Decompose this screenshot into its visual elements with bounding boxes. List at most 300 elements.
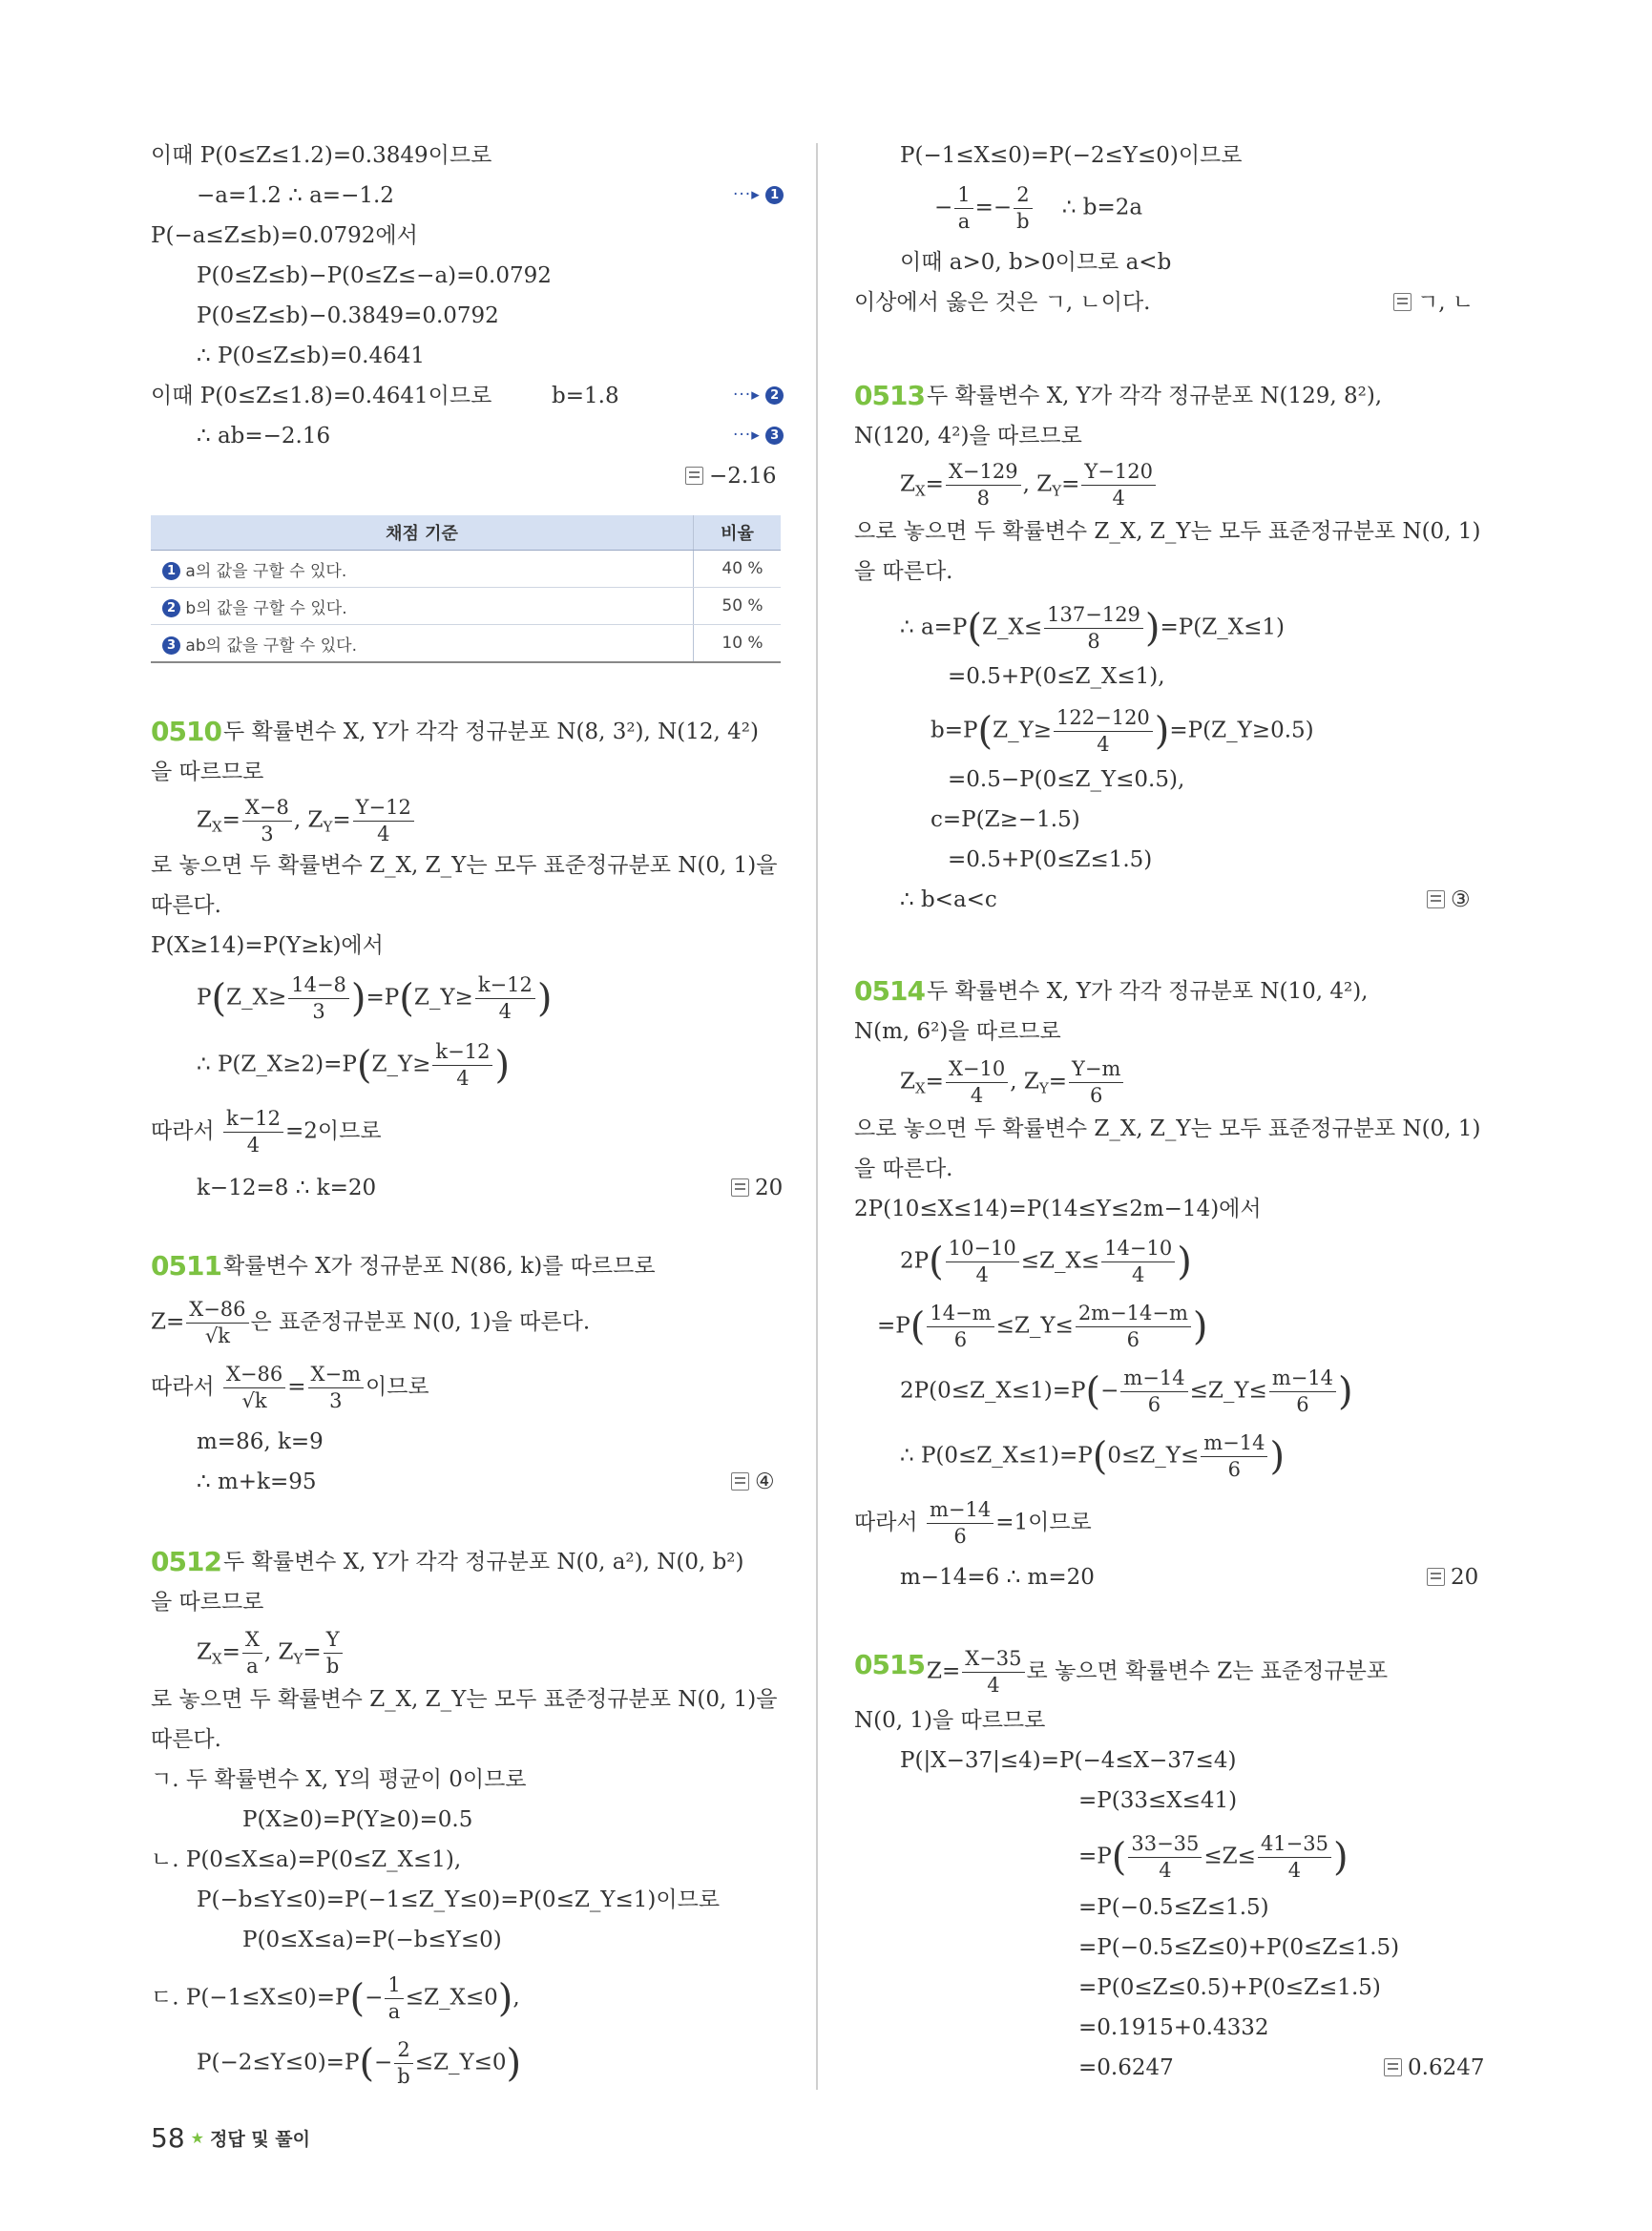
symbol: Z_X≥ [226, 985, 287, 1011]
numerator: 41−35 [1258, 1834, 1331, 1858]
equation-line [1078, 1834, 1349, 1881]
symbol: Z [278, 1639, 294, 1665]
numerator: 1 [954, 185, 972, 209]
numerator: 2 [1014, 185, 1032, 209]
paren: ( [967, 606, 983, 651]
symbol: = [925, 1069, 944, 1095]
numerator: 2m−14−m [1076, 1303, 1191, 1327]
numerator: X−129 [946, 462, 1021, 486]
numerator: X [242, 1630, 262, 1654]
paren: ) [1177, 1240, 1192, 1284]
arrow-dots-icon: ···▸ [733, 185, 761, 204]
paren: ( [910, 1304, 926, 1349]
symbol: Z [197, 807, 212, 833]
fraction [353, 798, 414, 844]
subscript: Y [1038, 1079, 1049, 1097]
symbol: Z= [151, 1309, 185, 1335]
symbol: = [221, 807, 240, 833]
subscript: Y [293, 1650, 303, 1668]
step-marker-3 [733, 426, 784, 445]
text-line: ∴ P(0≤Z≤b)=0.4641 [197, 344, 425, 368]
fraction [1269, 1368, 1336, 1415]
criterion-text: b의 값을 구할 수 있다. [185, 598, 347, 618]
denominator: 4 [456, 1067, 470, 1090]
denominator: 4 [975, 1263, 989, 1286]
equation-line [931, 708, 1314, 755]
circled-number-icon: 1 [162, 562, 180, 580]
fraction [1101, 1239, 1175, 1285]
table-cell [151, 551, 694, 588]
paren: ( [356, 1043, 372, 1088]
table-row [151, 588, 781, 625]
paren: ) [506, 2041, 522, 2086]
paren: ) [1332, 1835, 1349, 1880]
text-line: 으로 놓으면 두 확률변수 Z_X, Z_Y는 모두 표준정규분포 N(0, 1) [854, 1116, 1481, 1141]
text-line: ㄴ. P(0≤X≤a)=P(0≤Z_X≤1), [151, 1847, 462, 1872]
paren: ( [359, 2041, 375, 2086]
equation-line [900, 1059, 1125, 1106]
fraction [475, 975, 535, 1022]
fraction [242, 798, 292, 844]
symbol: ≤Z_Y≤0 [414, 2050, 507, 2075]
fraction [288, 975, 349, 1022]
denominator: 3 [312, 1000, 325, 1023]
equation-line [877, 1303, 1208, 1350]
symbol: ≤Z_Y≤ [1189, 1378, 1267, 1404]
denominator: 8 [1087, 630, 1100, 653]
symbol: = [287, 1374, 306, 1400]
denominator: 4 [987, 1674, 1000, 1697]
fraction [1076, 1303, 1191, 1350]
numerator: m−14 [1269, 1368, 1336, 1392]
symbol: Z [900, 1069, 915, 1095]
symbol: Z_X≤ [982, 615, 1043, 640]
numerator: k−12 [223, 1109, 283, 1133]
symbol: , [1022, 471, 1030, 497]
text-line: N(m, 6²)을 따르므로 [854, 1019, 1061, 1044]
answer-value: ③ [1451, 887, 1471, 912]
symbol: ㄷ. P(−1≤X≤0)=P [151, 1985, 350, 2011]
fraction [1014, 185, 1032, 232]
numerator: X−86 [223, 1365, 285, 1388]
subscript: X [914, 482, 926, 500]
text-line: 이때 a>0, b>0이므로 a<b [900, 250, 1172, 275]
paren: ( [1085, 1369, 1101, 1414]
circled-number-icon: 2 [765, 386, 784, 405]
text-line: =0.5+P(0≤Z≤1.5) [948, 847, 1153, 872]
equation-line [197, 1042, 510, 1089]
criterion-text: a의 값을 구할 수 있다. [185, 561, 347, 581]
table-cell: 40 % [694, 551, 782, 588]
symbol: , [512, 1985, 520, 2011]
fraction [308, 1365, 364, 1411]
text-line: =0.5−P(0≤Z_Y≤0.5), [948, 767, 1185, 792]
denominator: b [397, 2065, 410, 2088]
symbol: =P(Z_X≤1) [1160, 615, 1285, 640]
equation-line [197, 798, 416, 844]
denominator: 4 [970, 1084, 984, 1107]
symbol: , [263, 1639, 272, 1665]
answer-0515 [1384, 2054, 1484, 2082]
denominator: 4 [498, 1000, 512, 1023]
symbol: Z [1023, 1069, 1039, 1095]
paren: ) [497, 1976, 513, 2021]
equation-line [900, 1433, 1285, 1480]
numerator: X−10 [946, 1059, 1008, 1083]
equation-line [900, 1239, 1192, 1285]
star-icon: ★ [190, 2129, 204, 2147]
table-cell [151, 588, 694, 625]
table-cell: 50 % [694, 588, 782, 625]
equation-line [854, 1500, 1092, 1547]
symbol: ∴ P(0≤Z_X≤1)=P [900, 1443, 1093, 1469]
denominator: 6 [953, 1525, 967, 1548]
problem-number: 0512 [151, 1546, 221, 1577]
symbol: Z_Y≥ [993, 718, 1053, 743]
symbol: − [365, 1985, 384, 2011]
symbol: Z= [927, 1658, 961, 1684]
equation-line [151, 1300, 590, 1346]
symbol: =1이므로 [995, 1510, 1092, 1535]
circled-number-icon: 1 [765, 186, 784, 204]
symbol: = [1061, 471, 1080, 497]
text-line: ∴ m+k=95 [197, 1470, 317, 1494]
text-line: 을 따른다. [854, 1157, 953, 1181]
numerator: X−m [308, 1365, 364, 1388]
symbol: ∴ P(Z_X≥2)=P [197, 1052, 357, 1077]
text-line: P(−b≤Y≤0)=P(−1≤Z_Y≤0)=P(0≤Z_Y≤1)이므로 [197, 1887, 721, 1912]
numerator: 10−10 [946, 1239, 1019, 1262]
numerator: 14−m [927, 1303, 993, 1327]
symbol: Z [1036, 471, 1053, 497]
text-line: =0.5+P(0≤Z_X≤1), [948, 664, 1165, 689]
denominator: 6 [1147, 1393, 1161, 1416]
step-marker-1 [733, 185, 784, 204]
text-line: P(−a≤Z≤b)=0.0792에서 [151, 223, 418, 248]
equation-line [197, 975, 552, 1022]
text-line: =0.1915+0.4332 [1078, 2015, 1269, 2040]
criterion-text: ab의 값을 구할 수 있다. [185, 636, 358, 656]
answer-0514 [1427, 1563, 1478, 1592]
symbol: Z_Y≥ [413, 985, 473, 1011]
text-line: P(|X−37|≤4)=P(−4≤X−37≤4) [900, 1748, 1237, 1773]
text-line: ∴ b<a<c [900, 887, 997, 912]
symbol: = [332, 807, 351, 833]
equation-line [151, 1109, 382, 1156]
fraction [927, 1500, 993, 1547]
numerator: Y−m [1069, 1059, 1123, 1083]
equation-line [900, 605, 1285, 652]
section-label: 정답 및 풀이 [209, 2129, 310, 2150]
paren: ) [1144, 606, 1161, 651]
answer-0513 [1427, 886, 1471, 914]
table-cell: 10 % [694, 625, 782, 663]
symbol: ≤Z_X≤ [1020, 1248, 1100, 1274]
fraction [394, 2040, 412, 2087]
fraction [1069, 1059, 1123, 1106]
denominator: 6 [1296, 1393, 1309, 1416]
numerator: k−12 [432, 1042, 492, 1066]
symbol: 로 놓으면 확률변수 Z는 표준정규분포 [1026, 1658, 1389, 1684]
symbol: 0≤Z_Y≤ [1107, 1443, 1200, 1469]
problem-number: 0510 [151, 716, 221, 747]
equation-line [927, 1649, 1388, 1696]
paren: ( [399, 976, 414, 1021]
text-line: P(0≤Z≤b)−P(0≤Z≤−a)=0.0792 [197, 263, 552, 288]
denominator: 8 [976, 487, 990, 510]
answer-icon [731, 1178, 749, 1197]
numerator: Y−120 [1081, 462, 1156, 486]
symbol: ≤Z_Y≤ [995, 1313, 1074, 1339]
subscript: X [914, 1079, 926, 1097]
answer-value: ④ [755, 1470, 775, 1494]
answer-value: 20 [755, 1176, 784, 1200]
text-line: m=86, k=9 [197, 1429, 324, 1454]
text-line: ㄱ. 두 확률변수 X, Y의 평균이 0이므로 [151, 1767, 527, 1792]
symbol: ≤Z≤ [1203, 1844, 1256, 1869]
symbol: =P(Z_Y≥0.5) [1169, 718, 1314, 743]
fraction [946, 462, 1021, 509]
denominator: a [957, 210, 971, 233]
numerator: 14−10 [1101, 1239, 1175, 1262]
table-row [151, 551, 781, 588]
symbol: P(−2≤Y≤0)=P [197, 2050, 360, 2075]
fraction [1044, 605, 1143, 652]
numerator: m−14 [1120, 1368, 1187, 1392]
answer-value: 0.6247 [1408, 2055, 1485, 2080]
text-line: P(0≤Z≤b)−0.3849=0.0792 [197, 303, 499, 328]
problem-number: 0513 [854, 380, 925, 411]
text-line: P(0≤X≤a)=P(−b≤Y≤0) [242, 1928, 502, 1952]
equation-line [197, 1630, 345, 1677]
answer-icon [1384, 2058, 1402, 2076]
text-line: P(X≥0)=P(Y≥0)=0.5 [242, 1807, 473, 1832]
fraction [186, 1300, 248, 1346]
denominator: √k [241, 1389, 267, 1412]
denominator: 4 [1287, 1859, 1302, 1882]
answer-0511 [731, 1468, 775, 1496]
text-line: 을 따르므로 [151, 1590, 264, 1615]
numerator: k−12 [475, 975, 535, 999]
table-row [151, 625, 781, 663]
symbol: − [1100, 1378, 1119, 1404]
subscript: Y [1052, 482, 1062, 500]
subscript: X [211, 1650, 222, 1668]
text-line: 로 놓으면 두 확률변수 Z_X, Z_Y는 모두 표준정규분포 N(0, 1)을 [151, 853, 778, 878]
denominator: a [387, 2000, 401, 2023]
equation-line [900, 462, 1158, 509]
text-line: 두 확률변수 X, Y가 각각 정규분포 N(8, 3²), N(12, 4²) [223, 719, 759, 744]
circled-number-icon: 3 [162, 636, 180, 655]
circled-number-icon: 3 [765, 427, 784, 445]
symbol: =P [366, 985, 400, 1011]
column-divider [816, 143, 818, 2090]
symbol: 2P [900, 1248, 930, 1274]
text-line: 을 따르므로 [151, 760, 264, 784]
fraction [223, 1365, 285, 1411]
answer-value: −2.16 [709, 464, 777, 489]
fraction [432, 1042, 492, 1089]
text-line: =P(0≤Z≤0.5)+P(0≤Z≤1.5) [1078, 1975, 1381, 2000]
equation-line [197, 2040, 521, 2087]
symbol: Z_Y≥ [371, 1052, 431, 1077]
text-line: 로 놓으면 두 확률변수 Z_X, Z_Y는 모두 표준정규분포 N(0, 1)을 [151, 1687, 778, 1712]
paren: ( [349, 1976, 366, 2021]
text-line: m−14=6 ∴ m=20 [900, 1565, 1095, 1590]
denominator: 6 [953, 1328, 968, 1351]
subscript: X [211, 818, 222, 836]
symbol: P [197, 985, 212, 1011]
answer-0510 [731, 1174, 783, 1202]
symbol: 따라서 [151, 1118, 215, 1144]
text-line: 을 따른다. [854, 559, 953, 584]
symbol: b=P [931, 718, 978, 743]
symbol: Z [900, 471, 915, 497]
paren: ) [1154, 709, 1170, 754]
equation-line [151, 1975, 520, 2022]
equation-line [900, 1368, 1353, 1415]
denominator: 6 [1227, 1458, 1242, 1481]
paren: ( [1111, 1835, 1127, 1880]
symbol: ∴ b=2a [1061, 195, 1143, 220]
problem-number: 0511 [151, 1250, 221, 1282]
fraction [1128, 1834, 1202, 1881]
denominator: b [1016, 210, 1030, 233]
answer-icon [685, 467, 703, 485]
text-line: 2P(10≤X≤14)=P(14≤Y≤2m−14)에서 [854, 1197, 1262, 1221]
paren: ) [1269, 1434, 1286, 1479]
circled-number-icon: 2 [162, 599, 180, 617]
column-header: 비율 [694, 515, 782, 551]
paren: ) [350, 976, 366, 1021]
text-line: =P(33≤X≤41) [1078, 1788, 1238, 1813]
text-line: 두 확률변수 X, Y가 각각 정규분포 N(10, 4²), [927, 979, 1369, 1004]
denominator: 4 [1112, 487, 1125, 510]
text-line: =0.6247 [1078, 2055, 1174, 2080]
text-line: 따른다. [151, 1727, 221, 1752]
numerator: 2 [394, 2040, 412, 2064]
numerator: m−14 [1201, 1433, 1267, 1457]
fraction [954, 185, 972, 232]
denominator: 4 [377, 823, 390, 845]
answer-value: ㄱ, ㄴ [1417, 290, 1474, 315]
fraction [385, 1975, 403, 2022]
symbol: ∴ a=P [900, 615, 968, 640]
text-line: −a=1.2 ∴ a=−1.2 [197, 183, 394, 208]
fraction [946, 1239, 1019, 1285]
numerator: 33−35 [1128, 1834, 1202, 1858]
fraction [223, 1109, 283, 1156]
denominator: b [325, 1655, 340, 1678]
fraction [927, 1303, 993, 1350]
denominator: 4 [246, 1134, 261, 1157]
symbol: 이므로 [366, 1374, 429, 1400]
fraction [1201, 1433, 1267, 1480]
symbol: =P [877, 1313, 910, 1339]
text-line: k−12=8 ∴ k=20 [197, 1176, 377, 1200]
numerator: Y [324, 1630, 343, 1654]
column-header: 채점 기준 [151, 515, 694, 551]
text-line: 으로 놓으면 두 확률변수 Z_X, Z_Y는 모두 표준정규분포 N(0, 1) [854, 519, 1481, 544]
text-line: b=1.8 [552, 384, 619, 408]
fraction [324, 1630, 343, 1677]
paren: ( [977, 709, 993, 754]
numerator: X−86 [186, 1300, 248, 1324]
denominator: 3 [261, 823, 274, 845]
denominator: 6 [1126, 1328, 1140, 1351]
symbol: Z [197, 1639, 212, 1665]
symbol: =P [1078, 1844, 1112, 1869]
text-line: 두 확률변수 X, Y가 각각 정규분포 N(0, a²), N(0, b²) [223, 1550, 744, 1574]
symbol: 따라서 [854, 1510, 918, 1535]
answer-icon [1427, 1568, 1445, 1586]
equation-line [934, 185, 1142, 232]
symbol: − [934, 195, 953, 220]
denominator: 4 [1132, 1263, 1145, 1286]
numerator: 122−120 [1054, 708, 1153, 732]
symbol: − [374, 2050, 393, 2075]
denominator: 3 [329, 1389, 343, 1412]
denominator: 4 [1159, 1859, 1172, 1882]
arrow-dots-icon: ···▸ [733, 426, 761, 445]
paren: ( [211, 976, 227, 1021]
paren: ( [929, 1240, 944, 1284]
symbol: 은 표준정규분포 N(0, 1)을 따른다. [250, 1309, 591, 1335]
fraction [1081, 462, 1156, 509]
text-line: 따른다. [151, 893, 221, 918]
problem-number: 0515 [854, 1649, 925, 1680]
arrow-dots-icon: ···▸ [733, 386, 761, 405]
text-line: 이상에서 옳은 것은 ㄱ, ㄴ이다. [854, 290, 1151, 315]
symbol: =− [974, 195, 1013, 220]
fraction [1258, 1834, 1331, 1881]
numerator: m−14 [927, 1500, 993, 1524]
symbol: = [221, 1639, 240, 1665]
paren: ( [1092, 1434, 1108, 1479]
fraction [1054, 708, 1153, 755]
paren: ) [536, 976, 553, 1021]
symbol: , [293, 807, 302, 833]
text-line: P(−1≤X≤0)=P(−2≤Y≤0)이므로 [900, 143, 1243, 168]
answer-icon [731, 1472, 749, 1491]
table-header-row [151, 515, 781, 551]
denominator: √k [204, 1324, 230, 1347]
equation-line [151, 1365, 429, 1411]
text-line: =P(−0.5≤Z≤0)+P(0≤Z≤1.5) [1078, 1935, 1400, 1960]
text-line: =P(−0.5≤Z≤1.5) [1078, 1895, 1269, 1920]
paren: ) [1338, 1369, 1353, 1414]
symbol: , [1010, 1069, 1017, 1095]
symbol: = [1048, 1069, 1068, 1095]
symbol: = [303, 1639, 322, 1665]
problem-number: 0514 [854, 975, 925, 1007]
text-line: N(0, 1)을 따르므로 [854, 1708, 1046, 1733]
numerator: 137−129 [1044, 605, 1143, 629]
numerator: 14−8 [288, 975, 349, 999]
denominator: 4 [1097, 733, 1110, 756]
symbol: ≤Z_X≤0 [405, 1985, 498, 2011]
fraction [946, 1059, 1008, 1106]
numerator: X−8 [242, 798, 292, 822]
symbol: 따라서 [151, 1374, 215, 1400]
subscript: Y [323, 818, 333, 836]
text-line: c=P(Z≥−1.5) [931, 807, 1080, 832]
paren: ) [494, 1043, 511, 1088]
text-line: ∴ ab=−2.16 [197, 424, 331, 448]
table-cell [151, 625, 694, 663]
symbol: =2이므로 [285, 1118, 382, 1144]
fraction [1120, 1368, 1187, 1415]
